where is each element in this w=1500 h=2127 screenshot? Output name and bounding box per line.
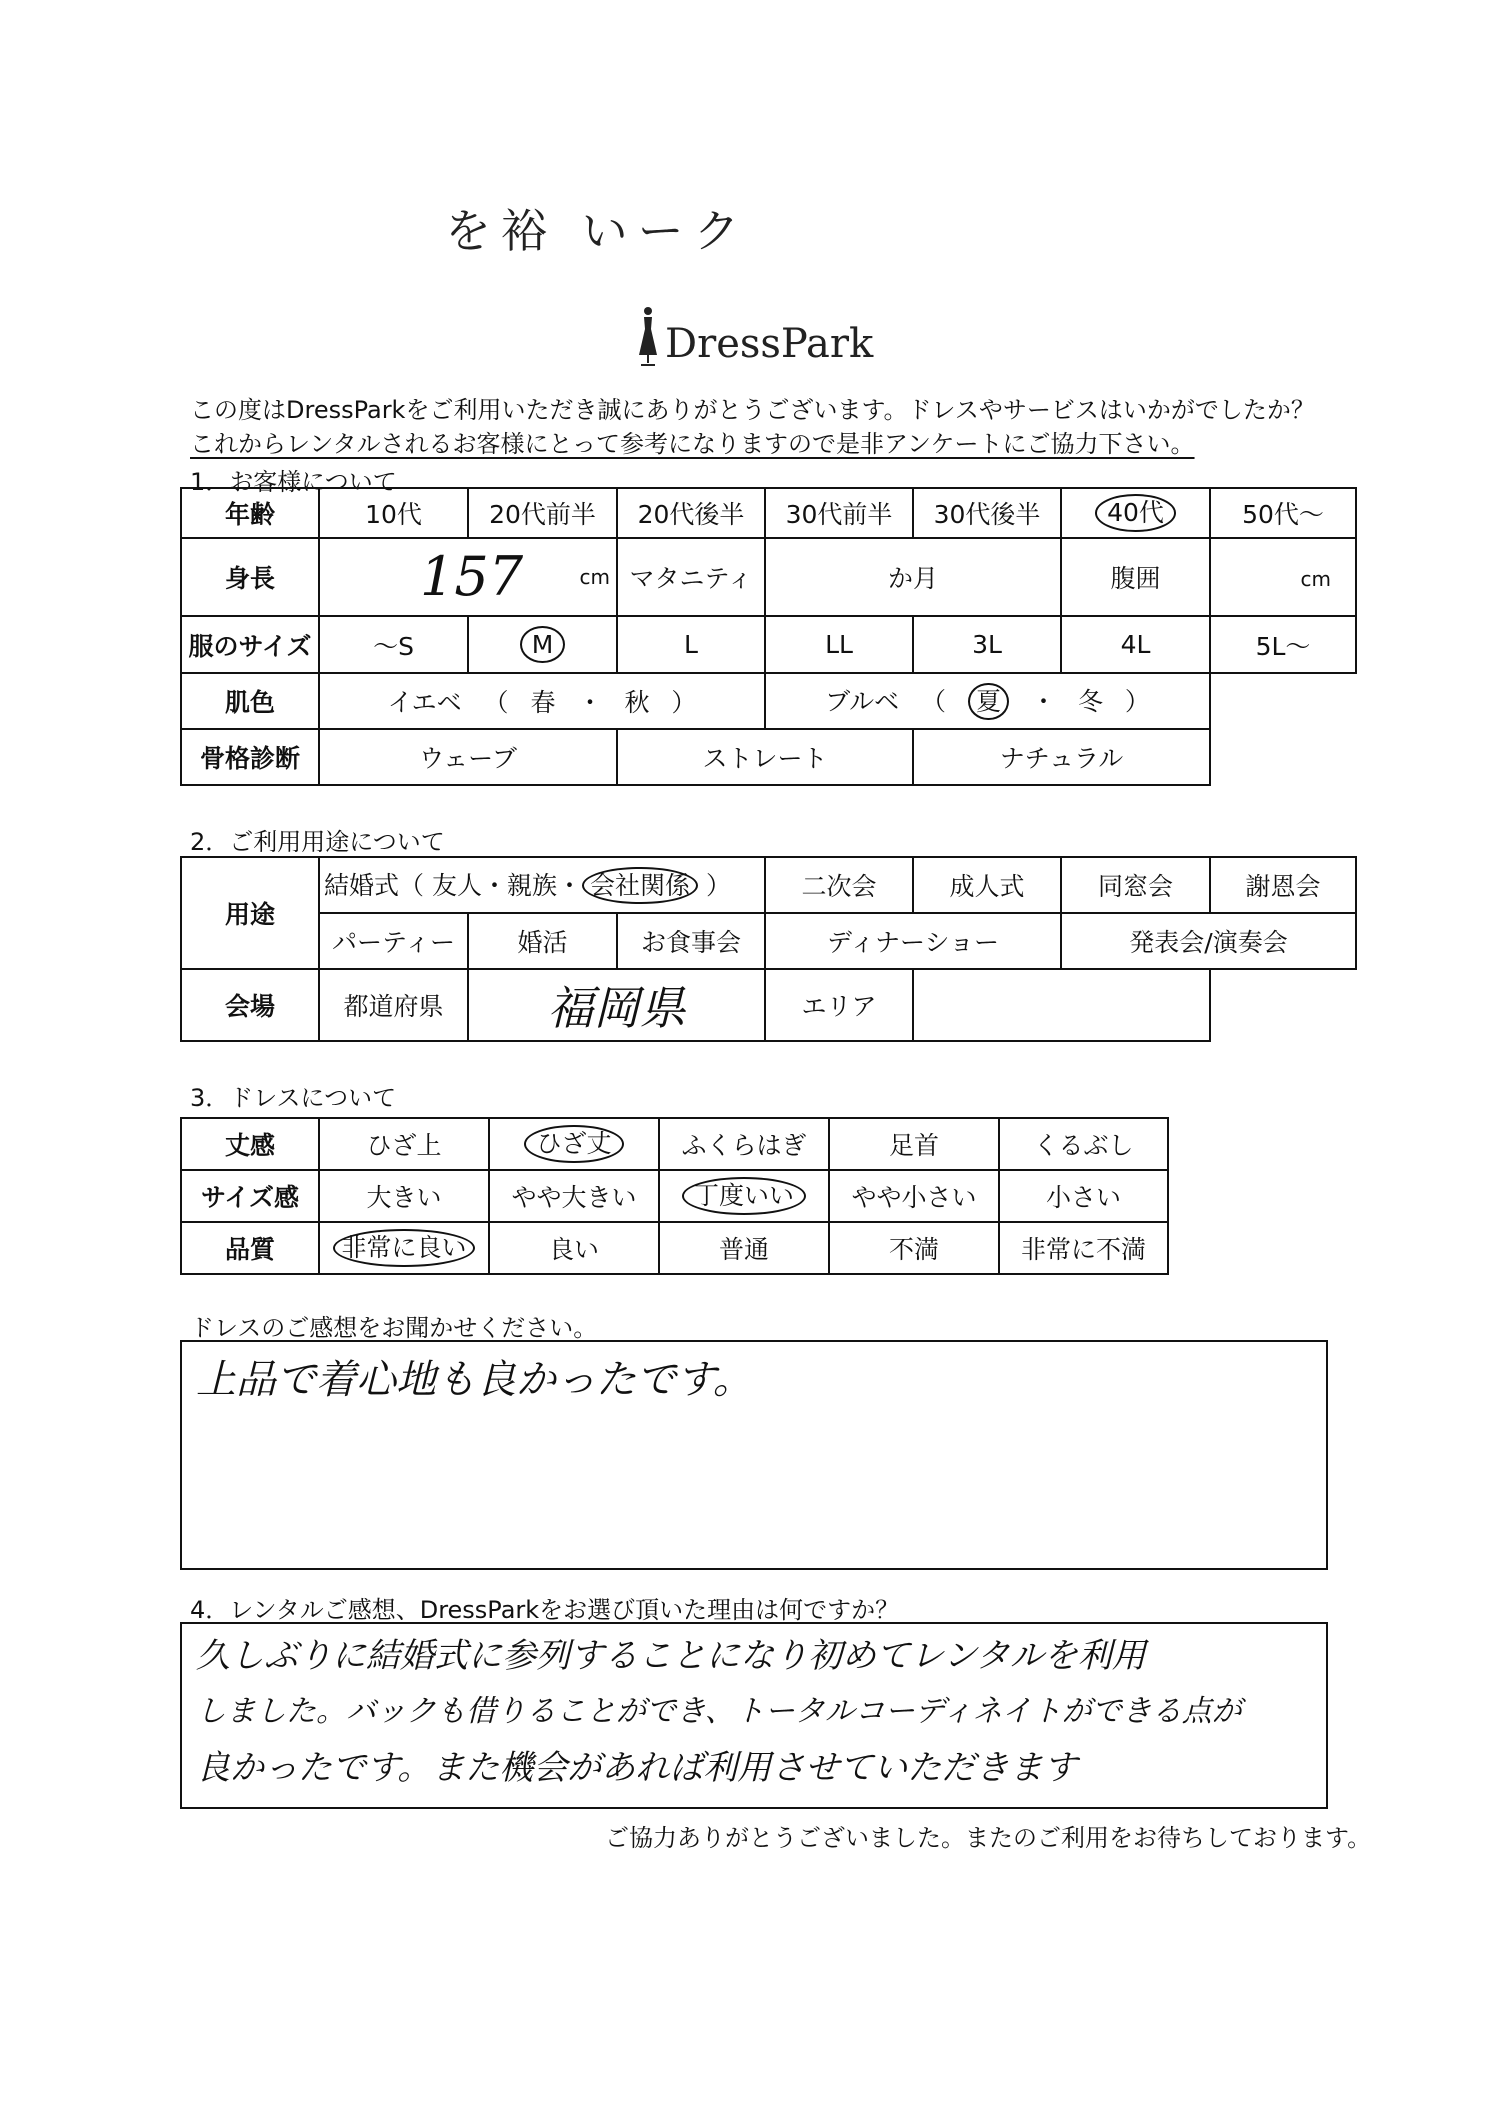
quality-option[interactable]: 良い bbox=[489, 1222, 659, 1274]
empty-cell bbox=[1210, 969, 1356, 1041]
prefecture-field[interactable] bbox=[468, 969, 765, 1041]
wedding-option[interactable] bbox=[319, 857, 765, 913]
length-option[interactable]: くるぶし bbox=[999, 1118, 1168, 1170]
fit-option-selected[interactable] bbox=[659, 1170, 829, 1222]
paren-open: （ bbox=[921, 686, 947, 716]
handwritten-scribble: を裕 いーク bbox=[445, 204, 750, 258]
size-option[interactable]: 3L bbox=[913, 616, 1061, 673]
frame-option[interactable]: ストレート bbox=[617, 729, 913, 785]
wedding-text: 結婚式（ bbox=[324, 870, 425, 900]
maternity-field[interactable] bbox=[765, 538, 1061, 616]
skin-row bbox=[181, 673, 1356, 729]
size-row bbox=[181, 616, 1356, 673]
frame-row bbox=[181, 729, 1356, 785]
size-option[interactable]: LL bbox=[765, 616, 913, 673]
yellow-base-text: イエベ bbox=[387, 688, 462, 717]
family-option: 親族 bbox=[507, 870, 558, 900]
friend-option: 友人 bbox=[431, 870, 482, 900]
venue-row bbox=[181, 969, 1356, 1041]
purpose-option[interactable]: 発表会/演奏会 bbox=[1061, 913, 1356, 969]
prefecture-label: 都道府県 bbox=[319, 969, 468, 1041]
summer-option-selected: 夏 bbox=[968, 683, 1009, 721]
purpose-option[interactable]: ディナーショー bbox=[765, 913, 1061, 969]
waist-label: 腹囲 bbox=[1061, 538, 1210, 616]
intro-line-2: これからレンタルされるお客様にとって参考になりますので是非アンケートにご協力下さい。 bbox=[190, 430, 1195, 458]
customer-info-table bbox=[180, 487, 1357, 786]
purpose-option[interactable]: お食事会 bbox=[617, 913, 765, 969]
purpose-option[interactable]: 謝恩会 bbox=[1210, 857, 1356, 913]
quality-option[interactable]: 普通 bbox=[659, 1222, 829, 1274]
quality-label: 品質 bbox=[181, 1222, 319, 1274]
dress-comment-text: 上品で着心地も良かったです。 bbox=[196, 1357, 753, 1403]
paren-open: （ bbox=[483, 688, 509, 717]
size-option[interactable]: 4L bbox=[1061, 616, 1210, 673]
skin-yellow-option[interactable] bbox=[319, 673, 765, 729]
waist-field[interactable] bbox=[1210, 538, 1356, 616]
waist-unit: cm bbox=[1300, 566, 1331, 591]
usage-table bbox=[180, 856, 1357, 1042]
purpose-label: 用途 bbox=[181, 857, 319, 969]
size-option[interactable]: 〜S bbox=[319, 616, 468, 673]
height-unit: cm bbox=[579, 565, 610, 589]
age-option[interactable]: 10代 bbox=[319, 488, 468, 538]
length-option[interactable]: 足首 bbox=[829, 1118, 999, 1170]
purpose-option[interactable]: 二次会 bbox=[765, 857, 913, 913]
prefecture-value: 福岡県 bbox=[547, 981, 686, 1035]
length-option[interactable]: ふくらはぎ bbox=[659, 1118, 829, 1170]
empty-cell bbox=[1210, 673, 1356, 729]
dress-mannequin-icon bbox=[635, 305, 661, 367]
age-option[interactable]: 30代前半 bbox=[765, 488, 913, 538]
paren-close: ） bbox=[1124, 686, 1150, 716]
brand-logo bbox=[635, 305, 873, 367]
purpose-option[interactable]: 同窓会 bbox=[1061, 857, 1210, 913]
selection-circle: ひざ丈 bbox=[524, 1125, 623, 1163]
purpose-row-2 bbox=[181, 913, 1356, 969]
height-label: 身長 bbox=[181, 538, 319, 616]
fit-option[interactable]: やや大きい bbox=[489, 1170, 659, 1222]
skin-blue-option[interactable] bbox=[765, 673, 1210, 729]
autumn-option: 秋 bbox=[624, 688, 650, 717]
empty-cell bbox=[1210, 729, 1356, 785]
spring-option: 春 bbox=[530, 688, 556, 717]
area-field[interactable] bbox=[913, 969, 1210, 1041]
quality-row bbox=[181, 1222, 1168, 1274]
purpose-option[interactable]: 成人式 bbox=[913, 857, 1061, 913]
age-option[interactable]: 30代後半 bbox=[913, 488, 1061, 538]
fit-option[interactable]: やや小さい bbox=[829, 1170, 999, 1222]
age-option[interactable]: 50代〜 bbox=[1210, 488, 1356, 538]
rental-comment-line: 久しぶりに結婚式に参列することになり初めてレンタルを利用 bbox=[196, 1636, 1146, 1676]
purpose-option[interactable]: 婚活 bbox=[468, 913, 617, 969]
brand-name: DressPark bbox=[665, 321, 874, 367]
separator-dot: ・ bbox=[577, 688, 603, 717]
rental-comment-box[interactable] bbox=[180, 1622, 1328, 1809]
separator-dot: ・ bbox=[1030, 686, 1056, 716]
age-option[interactable]: 20代前半 bbox=[468, 488, 617, 538]
height-value: 157 bbox=[420, 545, 524, 608]
venue-label: 会場 bbox=[181, 969, 319, 1041]
age-row bbox=[181, 488, 1356, 538]
section3-title: 3．ドレスについて bbox=[190, 1084, 397, 1112]
separator-dot: ・ bbox=[557, 870, 583, 900]
age-option[interactable]: 20代後半 bbox=[617, 488, 765, 538]
fit-row bbox=[181, 1170, 1168, 1222]
footer-thanks: ご協力ありがとうございました。またのご利用をお待ちしております。 bbox=[605, 1824, 1372, 1852]
maternity-label: マタニティ bbox=[617, 538, 765, 616]
frame-label: 骨格診断 bbox=[181, 729, 319, 785]
length-option-selected[interactable] bbox=[489, 1118, 659, 1170]
dress-comment-prompt: ドレスのご感想をお聞かせください。 bbox=[190, 1314, 598, 1342]
fit-option[interactable]: 小さい bbox=[999, 1170, 1168, 1222]
size-label: 服のサイズ bbox=[181, 616, 319, 673]
quality-option[interactable]: 非常に不満 bbox=[999, 1222, 1168, 1274]
age-option-selected[interactable] bbox=[1061, 488, 1210, 538]
selection-circle: 丁度いい bbox=[682, 1177, 806, 1215]
intro-line-1: この度はDressParkをご利用いただき誠にありがとうございます。ドレスやサービスはいかがでしたか？ bbox=[190, 396, 1315, 424]
section2-title: 2．ご利用用途について bbox=[190, 828, 445, 856]
maternity-unit: か月 bbox=[887, 564, 938, 593]
dress-comment-box[interactable] bbox=[180, 1340, 1328, 1570]
height-field[interactable] bbox=[319, 538, 617, 616]
length-label: 丈感 bbox=[181, 1118, 319, 1170]
purpose-row-1 bbox=[181, 857, 1356, 913]
area-label: エリア bbox=[765, 969, 913, 1041]
size-option-selected[interactable] bbox=[468, 616, 617, 673]
section1-title: 1．お客様について bbox=[190, 468, 397, 496]
rental-comment-line: 良かったです。また機会があれば利用させていただきます bbox=[196, 1748, 1078, 1788]
quality-option-selected[interactable] bbox=[319, 1222, 489, 1274]
purpose-option[interactable]: パーティー bbox=[319, 913, 468, 969]
fit-option[interactable]: 大きい bbox=[319, 1170, 489, 1222]
selection-circle: 40代 bbox=[1095, 494, 1176, 532]
selection-circle: M bbox=[520, 626, 566, 664]
skin-label: 肌色 bbox=[181, 673, 319, 729]
blue-base-text: ブルベ bbox=[825, 686, 900, 716]
size-option[interactable]: 5L〜 bbox=[1210, 616, 1356, 673]
height-row bbox=[181, 538, 1356, 616]
winter-option: 冬 bbox=[1077, 686, 1103, 716]
frame-option[interactable]: ナチュラル bbox=[913, 729, 1210, 785]
separator-dot: ・ bbox=[481, 870, 507, 900]
selection-circle: 非常に良い bbox=[333, 1229, 474, 1267]
frame-option[interactable]: ウェーブ bbox=[319, 729, 617, 785]
paren-close: ） bbox=[706, 870, 732, 900]
age-label: 年齢 bbox=[181, 488, 319, 538]
company-option-selected: 会社関係 bbox=[582, 867, 698, 905]
size-option[interactable]: L bbox=[617, 616, 765, 673]
paren-close: ） bbox=[671, 688, 697, 717]
rental-comment-line: しました。バックも借りることができ、トータルコーディネイトができる点が bbox=[196, 1694, 1242, 1729]
length-option[interactable]: ひざ上 bbox=[319, 1118, 489, 1170]
fit-label: サイズ感 bbox=[181, 1170, 319, 1222]
section4-title: 4．レンタルご感想、DressParkをお選び頂いた理由は何ですか？ bbox=[190, 1596, 900, 1624]
quality-option[interactable]: 不満 bbox=[829, 1222, 999, 1274]
length-row bbox=[181, 1118, 1168, 1170]
dress-table bbox=[180, 1117, 1169, 1275]
